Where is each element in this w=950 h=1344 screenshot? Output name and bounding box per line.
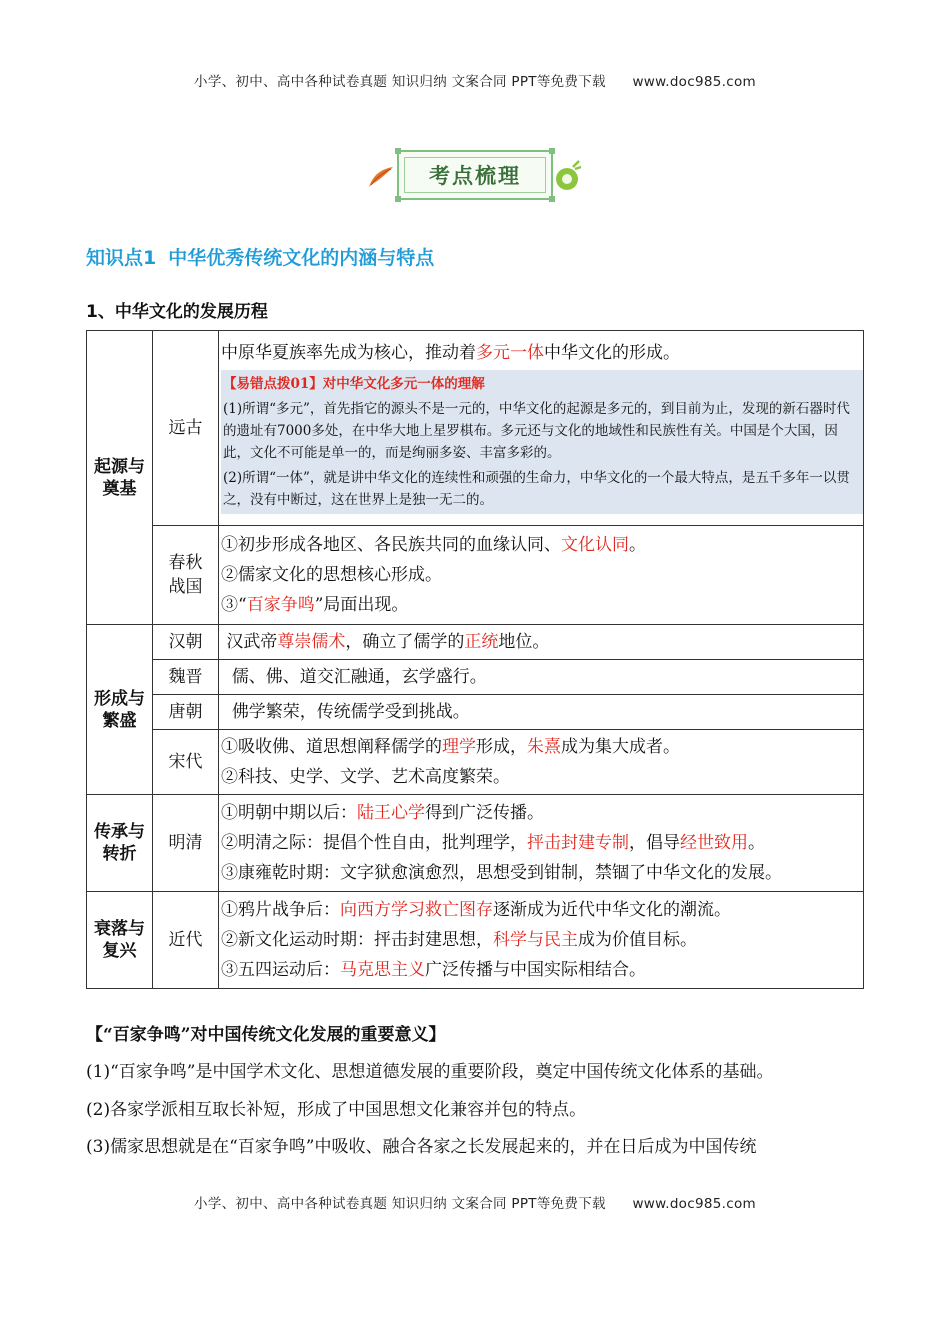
period-cell: 春秋战国 (153, 526, 219, 625)
note-paragraph: (1)所谓“多元”，首先指它的源头不是一元的，中华文化的起源是多元的，到目前为止，发现的新石器时代的遗址有7000多处，在中华大地上星罗棋布。多元还与文化的地域性和民族性有关。中国是个大国，因此，文化不可能是单一的，而是绚丽多姿、丰富多彩的。 (223, 401, 850, 461)
sprout-icon (553, 157, 583, 193)
period-cell: 汉朝 (153, 625, 219, 660)
footer-site: www.doc985.com (632, 1196, 756, 1212)
period-cell: 明清 (153, 795, 219, 892)
knowledge-point-title: 中华优秀传统文化的内涵与特点 (168, 247, 435, 269)
significance-title: 【“百家争鸣”对中国传统文化发展的重要意义】 (86, 1025, 446, 1045)
stage-cell: 传承与转折 (87, 795, 153, 892)
significance-paragraph: (2)各家学派相互取长补短，形成了中国思想文化兼容并包的特点。 (86, 1100, 587, 1120)
knowledge-point-number: 知识点1 (86, 247, 157, 269)
content-cell: ①明朝中期以后：陆王心学得到广泛传播。 ②明清之际：提倡个性自由，批判理学，抨击封建专制，倡导经世致用。 ③康雍乾时期：文字狱愈演愈烈，思想受到钳制，禁锢了中华文化的发展。 (219, 795, 864, 892)
table-row (87, 730, 864, 795)
table-row (87, 625, 864, 660)
table-row (87, 695, 864, 730)
header-site: www.doc985.com (632, 74, 756, 90)
header-text: 小学、初中、高中各种试卷真题 知识归纳 文案合同 PPT等免费下载 (194, 74, 606, 90)
section-title: 1、中华文化的发展历程 (86, 302, 268, 322)
content-cell: ①吸收佛、道思想阐释儒学的理学形成，朱熹成为集大成者。 ②科技、史学、文学、艺术高度繁荣。 (219, 730, 864, 795)
content-cell: 儒、佛、道交汇融通，玄学盛行。 (219, 660, 864, 695)
culture-history-table (86, 330, 864, 989)
period-cell: 唐朝 (153, 695, 219, 730)
significance-paragraph: (1)“百家争鸣”是中国学术文化、思想道德发展的重要阶段，奠定中国传统文化体系的基础。 (86, 1062, 774, 1082)
content-cell: 中原华夏族率先成为核心，推动着多元一体中华文化的形成。 【易错点拨01】对中华文化多元一体的理解 (1)所谓“多元”，首先指它的源头不是一元的，中华文化的起源是多元的，到目前为止，发现的新石器时代的遗址有7000多处，在中华大地上星罗棋布。多元还与文化的地域性和民族性有关。中国是个大国，因此，文化不可能是单一的，而是绚丽多姿、丰富多彩的。 (2)所谓“一体”，就是讲中华文化的连续性和顽强的生命力，中华文化的一个最大特点，是五千多年一以贯之，没有中断过，这在世界上是独一无二的。 (219, 331, 864, 526)
table-row (87, 795, 864, 892)
period-cell: 魏晋 (153, 660, 219, 695)
footer-text: 小学、初中、高中各种试卷真题 知识归纳 文案合同 PPT等免费下载 (194, 1196, 606, 1212)
period-cell: 近代 (153, 892, 219, 989)
error-tip-note (221, 370, 863, 514)
page-header (0, 70, 950, 90)
table-row (87, 331, 864, 526)
table-row (87, 892, 864, 989)
banner-label: 考点梳理 (404, 157, 546, 193)
content-cell: ①初步形成各地区、各民族共同的血缘认同、文化认同。 ②儒家文化的思想核心形成。 ③“百家争鸣”局面出现。 (219, 526, 864, 625)
note-paragraph: (2)所谓“一体”，就是讲中华文化的连续性和顽强的生命力，中华文化的一个最大特点，是五千多年一以贯之，没有中断过，这在世界上是独一无二的。 (223, 470, 850, 508)
page-footer (0, 1192, 950, 1212)
significance-paragraph: (3)儒家思想就是在“百家争鸣”中吸收、融合各家之长发展起来的，并在日后成为中国传统 (86, 1137, 757, 1157)
content-cell: 汉武帝尊崇儒术，确立了儒学的正统地位。 (219, 625, 864, 660)
knowledge-point-heading (86, 243, 446, 270)
period-cell: 远古 (153, 331, 219, 526)
leaf-icon (367, 163, 395, 189)
table-row (87, 660, 864, 695)
kaodian-banner (367, 143, 582, 203)
stage-cell: 形成与繁盛 (87, 625, 153, 795)
table-row (87, 526, 864, 625)
period-cell: 宋代 (153, 730, 219, 795)
note-title: 【易错点拨01】对中华文化多元一体的理解 (223, 376, 485, 392)
stage-cell: 起源与奠基 (87, 331, 153, 625)
stage-cell: 衰落与复兴 (87, 892, 153, 989)
content-cell: 佛学繁荣，传统儒学受到挑战。 (219, 695, 864, 730)
content-cell: ①鸦片战争后：向西方学习救亡图存逐渐成为近代中华文化的潮流。 ②新文化运动时期：抨击封建思想，科学与民主成为价值目标。 ③五四运动后：马克思主义广泛传播与中国实际相结合。 (219, 892, 864, 989)
banner-frame (397, 150, 553, 200)
